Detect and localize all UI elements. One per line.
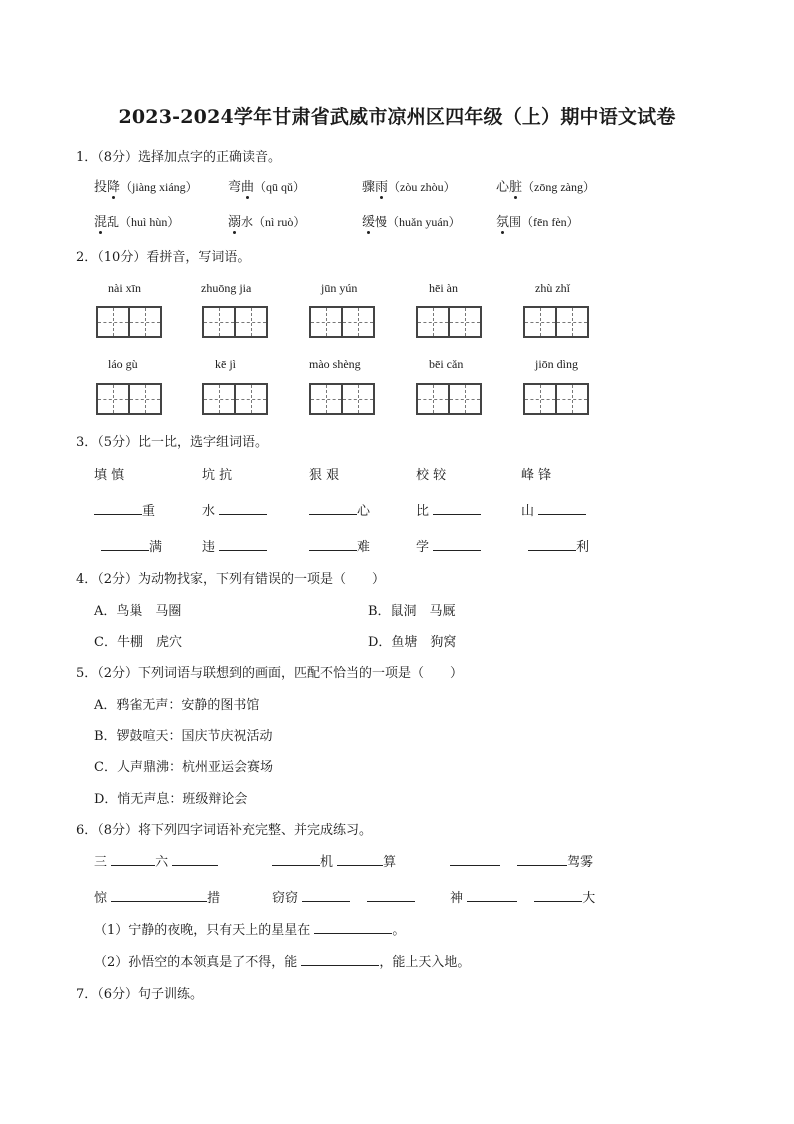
- blank[interactable]: [172, 851, 218, 866]
- q2-pinyin-5: zhù zhǐ: [535, 281, 570, 295]
- q2-pinyin-7: kē jì: [215, 357, 236, 371]
- blank[interactable]: [538, 500, 586, 515]
- blank[interactable]: [272, 851, 320, 866]
- q4-option-a[interactable]: A．鸟巢 马圈: [94, 604, 182, 619]
- q5-option-b[interactable]: B．锣鼓喧天：国庆节庆祝活动: [94, 729, 273, 744]
- blank[interactable]: [534, 887, 582, 902]
- q4-option-d[interactable]: D．鱼塘 狗窝: [368, 635, 457, 650]
- blank[interactable]: [314, 919, 392, 934]
- q3-pair-3: 狠 艰: [309, 468, 340, 483]
- q2-writing-box-3[interactable]: [309, 306, 375, 338]
- q2-writing-box-9[interactable]: [416, 383, 482, 415]
- blank[interactable]: [433, 536, 481, 551]
- blank[interactable]: [337, 851, 383, 866]
- q2-writing-box-4[interactable]: [416, 306, 482, 338]
- q1-item-3: 骤雨（zòu zhòu）: [362, 180, 456, 195]
- q2-header: 2．（10分）看拼音，写词语。: [76, 250, 251, 265]
- q5-option-d[interactable]: D．悄无声息：班级辩论会: [94, 792, 248, 807]
- blank[interactable]: [301, 951, 379, 966]
- q4-header: 4．（2分）为动物找家，下列有错误的一项是（ ）: [76, 572, 386, 587]
- q2-pinyin-3: jūn yún: [321, 281, 358, 295]
- q2-pinyin-4: hēi àn: [429, 281, 458, 295]
- q7-header: 7．（6分）句子训练。: [76, 987, 204, 1002]
- q3-r2-5: 利: [528, 536, 589, 555]
- blank[interactable]: [433, 500, 481, 515]
- q1-item-8: 氛围（fēn fèn）: [496, 215, 579, 230]
- blank[interactable]: [367, 887, 415, 902]
- q4-option-b[interactable]: B．鼠洞 马厩: [368, 604, 456, 619]
- q4-option-c[interactable]: C．牛棚 虎穴: [94, 635, 182, 650]
- blank[interactable]: [517, 851, 567, 866]
- blank[interactable]: [111, 887, 207, 902]
- q6-idiom-3: 驾雾: [450, 851, 593, 870]
- q1-item-6: 溺水（nì ruò）: [228, 215, 306, 230]
- q1-header: 1．（8分）选择加点字的正确读音。: [76, 150, 282, 165]
- q3-pair-1: 填 慎: [94, 468, 125, 483]
- q2-writing-box-5[interactable]: [523, 306, 589, 338]
- q2-pinyin-2: zhuōng jia: [201, 281, 252, 295]
- q3-r2-1: 满: [101, 536, 162, 555]
- q2-writing-box-2[interactable]: [202, 306, 268, 338]
- q3-r1-4: 比: [416, 500, 481, 519]
- q1-item-1: 投降（jiàng xiáng）: [94, 180, 198, 195]
- blank[interactable]: [111, 851, 155, 866]
- blank[interactable]: [101, 536, 149, 551]
- blank[interactable]: [450, 851, 500, 866]
- q3-r1-1: 重: [94, 500, 155, 519]
- blank[interactable]: [219, 536, 267, 551]
- q6-idiom-2: 机 算: [272, 851, 396, 870]
- q2-pinyin-8: mào shèng: [309, 357, 361, 371]
- q3-r1-2: 水: [202, 500, 267, 519]
- q3-pair-4: 校 较: [416, 468, 447, 483]
- q6-header: 6．（8分）将下列四字词语补充完整、并完成练习。: [76, 823, 373, 838]
- blank[interactable]: [309, 500, 357, 515]
- blank[interactable]: [94, 500, 142, 515]
- q1-item-5: 混乱（huì hùn）: [94, 215, 180, 230]
- q2-writing-box-6[interactable]: [96, 383, 162, 415]
- q2-writing-box-7[interactable]: [202, 383, 268, 415]
- q6-idiom-4: 惊 措: [94, 887, 220, 906]
- q5-header: 5．（2分）下列词语与联想到的画面，匹配不恰当的一项是（ ）: [76, 666, 464, 681]
- q3-pair-2: 坑 抗: [202, 468, 233, 483]
- q2-writing-box-8[interactable]: [309, 383, 375, 415]
- q5-option-a[interactable]: A．鸦雀无声：安静的图书馆: [94, 698, 260, 713]
- blank[interactable]: [302, 887, 350, 902]
- q2-writing-box-10[interactable]: [523, 383, 589, 415]
- q3-r2-2: 违: [202, 536, 267, 555]
- q2-pinyin-10: jiōn dìng: [535, 357, 579, 371]
- q6-idiom-5: 窃窃: [272, 887, 415, 906]
- q3-r2-4: 学: [416, 536, 481, 555]
- q6-idiom-6: 神 大: [450, 887, 595, 906]
- q1-item-7: 缓慢（huǎn yuán）: [362, 215, 461, 230]
- q3-r1-5: 山: [521, 500, 586, 519]
- q6-sentence-2: （2）孙悟空的本领真是了不得，能 ，能上天入地。: [94, 951, 470, 970]
- q6-idiom-1: 三 六: [94, 851, 218, 870]
- q2-pinyin-6: láo gù: [108, 357, 138, 371]
- blank[interactable]: [309, 536, 357, 551]
- q1-item-4: 心脏（zōng zàng）: [496, 180, 596, 195]
- q3-r2-3: 难: [309, 536, 370, 555]
- blank[interactable]: [467, 887, 517, 902]
- q5-option-c[interactable]: C．人声鼎沸：杭州亚运会赛场: [94, 760, 273, 775]
- q3-pair-5: 峰 锋: [521, 468, 552, 483]
- q3-r1-3: 心: [309, 500, 370, 519]
- q3-header: 3．（5分）比一比，选字组词语。: [76, 435, 269, 450]
- q2-pinyin-9: bēi cǎn: [429, 357, 464, 371]
- blank[interactable]: [219, 500, 267, 515]
- blank[interactable]: [528, 536, 576, 551]
- page-title: 2023-2024学年甘肃省武威市凉州区四年级（上）期中语文试卷: [118, 106, 676, 128]
- q1-item-2: 弯曲（qū qǔ）: [228, 180, 306, 195]
- q6-sentence-1: （1）宁静的夜晚，只有天上的星星在 。: [94, 919, 405, 938]
- q2-pinyin-1: nài xīn: [108, 281, 141, 295]
- q2-writing-box-1[interactable]: [96, 306, 162, 338]
